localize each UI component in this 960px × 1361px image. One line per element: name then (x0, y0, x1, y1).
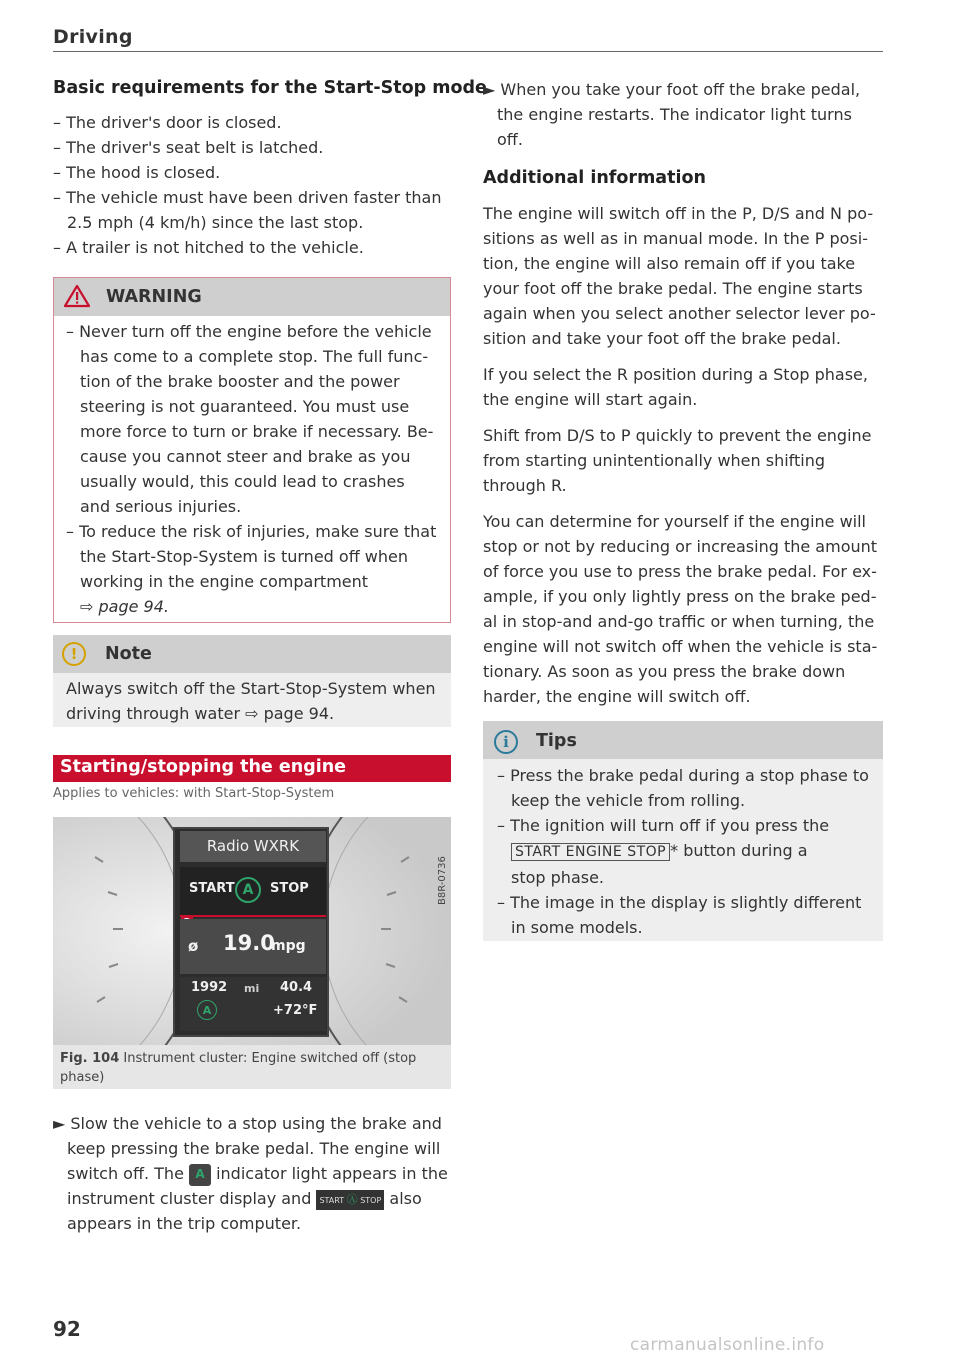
restart-line: the engine restarts. The indicator light turns (497, 105, 852, 124)
step-line: ► Slow the vehicle to a stop using the brake and (53, 1114, 442, 1133)
warning-line: – Never turn off the engine before the vehicle (66, 322, 432, 341)
additional-info-text (483, 201, 883, 709)
restart-instruction (483, 77, 883, 152)
warning-line: tion of the brake booster and the power (80, 372, 400, 391)
paragraph-line: engine will not switch off when the vehicle is sta- (483, 637, 878, 656)
watermark: carmanualsonline.info (630, 1335, 825, 1355)
tips-title: Tips (536, 731, 577, 751)
warning-title: WARNING (106, 287, 202, 307)
avg-symbol: ø (188, 937, 199, 955)
note-text (66, 676, 446, 726)
warning-line: usually would, this could lead to crashes (80, 472, 405, 491)
header-rule (53, 51, 883, 52)
paragraph-line: You can determine for yourself if the engine will (483, 512, 866, 531)
warning-line: cause you cannot steer and brake as you (80, 447, 411, 466)
caption-text: Instrument cluster: Engine switched off (stop (123, 1051, 417, 1066)
warning-line: more force to turn or brake if necessary. Be- (80, 422, 434, 441)
requirement-item-cont: 2.5 mph (4 km/h) since the last stop. (67, 213, 364, 232)
paragraph-line: tion, the engine will also remain off if you take (483, 254, 856, 273)
requirement-item: – The driver's seat belt is latched. (53, 138, 324, 157)
odometer-value: 1992 (191, 980, 228, 995)
paragraph-line: ample, if you only lightly press on the brake ped- (483, 587, 877, 606)
step-line: also (389, 1189, 422, 1208)
note-line: driving through water ⇨ page 94. (66, 704, 335, 723)
outside-temperature: +72°F (273, 1003, 318, 1018)
section-title: Starting/stopping the engine (60, 757, 347, 777)
requirement-item: – The vehicle must have been driven faster than (53, 188, 442, 207)
paragraph-line: the engine will start again. (483, 390, 698, 409)
tips-line: – The ignition will turn off if you press the (497, 816, 830, 835)
tips-line: keep the vehicle from rolling. (511, 791, 746, 810)
figure-label: Fig. 104 (60, 1051, 120, 1066)
step-instruction (53, 1111, 453, 1236)
warning-triangle-icon (64, 284, 90, 308)
basic-requirements-heading: Basic requirements for the Start-Stop mode (53, 78, 487, 98)
stop-label: STOP (270, 881, 309, 896)
paragraph-line: harder, the engine will switch off. (483, 687, 751, 706)
caption-text-cont: phase) (60, 1070, 105, 1085)
paragraph-line: tionary. As soon as you press the brake down (483, 662, 846, 681)
radio-station: Radio WXRK (180, 831, 326, 862)
avg-consumption-value: 19.0 (223, 931, 275, 955)
info-icon: i (494, 730, 518, 754)
paragraph-line: again when you select another selector lever po- (483, 304, 876, 323)
exclamation-icon: ! (62, 642, 86, 666)
warning-line: working in the engine compartment (80, 572, 369, 591)
step-line: appears in the trip computer. (67, 1214, 302, 1233)
chip-start: START (319, 1195, 345, 1205)
paragraph-line: The engine will switch off in the P, D/S and N po- (483, 204, 874, 223)
warning-text (66, 319, 446, 619)
chip-stop: STOP (360, 1195, 382, 1205)
paragraph-line: stop or not by reducing or increasing the amount (483, 537, 878, 556)
step-line: indicator light appears in the (216, 1164, 448, 1183)
start-stop-display-icon: START Ⓐ STOP (316, 1190, 384, 1210)
start-stop-indicator-icon: A (235, 877, 261, 903)
paragraph-line: Shift from D/S to P quickly to prevent the engine (483, 426, 872, 445)
warning-line: the Start-Stop-System is turned off when (80, 547, 409, 566)
requirement-item: – The driver's door is closed. (53, 113, 282, 132)
warning-line: – To reduce the risk of injuries, make sure that (66, 522, 437, 541)
paragraph-line: sitions as well as in manual mode. In the P posi- (483, 229, 868, 248)
applies-to: Applies to vehicles: with Start-Stop-System (53, 786, 335, 801)
paragraph-line: from starting unintentionally when shifting (483, 451, 826, 470)
note-title: Note (105, 644, 152, 664)
instrument-cluster-figure (53, 817, 451, 1045)
tips-line: stop phase. (511, 868, 605, 887)
paragraph-line: sition and take your foot off the brake pedal. (483, 329, 841, 348)
tips-line: – The image in the display is slightly different (497, 893, 862, 912)
avg-consumption-unit: mpg (271, 938, 306, 954)
figure-code: B8R-0736 (437, 856, 448, 905)
tips-text (497, 763, 877, 940)
requirement-item: – A trailer is not hitched to the vehicle. (53, 238, 364, 257)
section-header: Driving (53, 26, 133, 48)
tips-line: – Press the brake pedal during a stop phase to (497, 766, 869, 785)
step-line: switch off. The (67, 1164, 184, 1183)
paragraph-line: If you select the R position during a Stop phase, (483, 365, 868, 384)
step-line: keep pressing the brake pedal. The engine will (67, 1139, 441, 1158)
requirements-list (53, 110, 453, 260)
start-stop-indicator-icon: A (189, 1164, 211, 1186)
warning-line: steering is not guaranteed. You must use (80, 397, 410, 416)
requirement-item: – The hood is closed. (53, 163, 221, 182)
paragraph-line: your foot off the brake pedal. The engine starts (483, 279, 863, 298)
note-line: Always switch off the Start-Stop-System when (66, 679, 436, 698)
start-stop-small-icon: A (197, 1000, 217, 1020)
start-label: START (189, 881, 235, 896)
red-divider (180, 915, 326, 917)
paragraph-line: through R. (483, 476, 567, 495)
warning-line: and serious injuries. (80, 497, 242, 516)
additional-info-heading: Additional information (483, 168, 706, 188)
paragraph-line: al in stop-and and-go traffic or when turning, the (483, 612, 875, 631)
restart-line: off. (497, 130, 523, 149)
figure-caption (60, 1049, 445, 1087)
page-number: 92 (53, 1317, 81, 1341)
step-line: instrument cluster display and (67, 1189, 312, 1208)
trip-value: 40.4 (280, 980, 313, 995)
tips-line: in some models. (511, 918, 643, 937)
paragraph-line: of force you use to press the brake pedal. For ex- (483, 562, 877, 581)
odometer-unit: mi (244, 982, 260, 995)
tips-line: * button during a (670, 841, 808, 860)
restart-line: ► When you take your foot off the brake pedal, (483, 80, 861, 99)
page-link[interactable]: ⇨ page 94. (80, 597, 169, 616)
start-engine-stop-button-label: START ENGINE STOP (511, 843, 670, 861)
warning-line: has come to a complete stop. The full func- (80, 347, 429, 366)
